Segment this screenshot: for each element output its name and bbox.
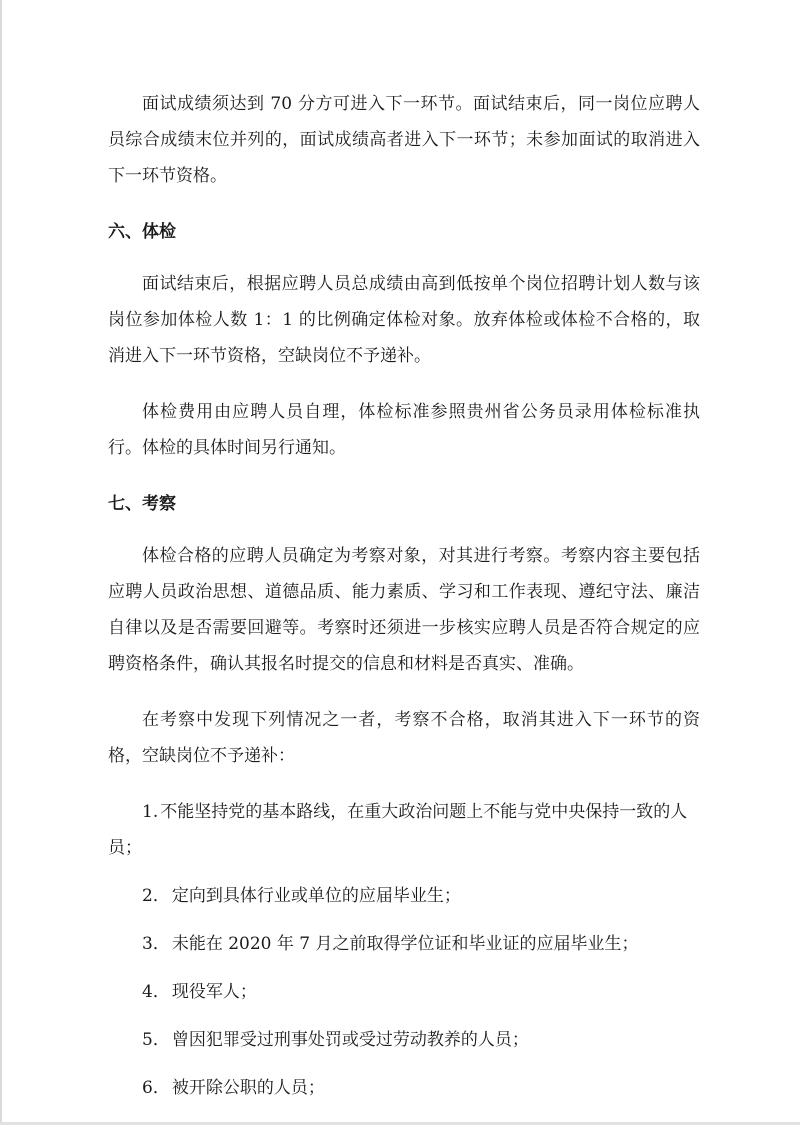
list-item-text: 曾因犯罪受过刑事处罚或受过劳动教养的人员； [171, 1030, 529, 1050]
list-item [108, 878, 700, 914]
list-item-number: 4． [142, 982, 170, 1002]
list-item-number: 5． [142, 1030, 170, 1050]
interview-score-paragraph: 面试成绩须达到 70 分方可进入下一环节。面试结束后，同一岗位应聘人员综合成绩末位并列的，面试成绩高者进入下一环节；未参加面试的取消进入下一环节资格。 [108, 94, 700, 186]
list-item-number: 3． [142, 934, 170, 954]
list-item-text: 被开除公职的人员； [171, 1078, 325, 1098]
list-item [108, 926, 700, 962]
list-item-number: 1. [142, 802, 159, 822]
list-item-text: 不能坚持党的基本路线，在重大政治问题上不能与党中央保持一致的人员； [108, 802, 688, 858]
list-item [108, 974, 700, 1010]
list-item-number: 2． [142, 886, 170, 906]
inspection-paragraph-2: 在考察中发现下列情况之一者，考察不合格，取消其进入下一环节的资格，空缺岗位不予递补： [108, 710, 700, 766]
list-item-text: 现役军人； [171, 982, 257, 1002]
list-item [108, 1070, 700, 1106]
document-body [108, 86, 700, 1118]
physical-exam-paragraph-1: 面试结束后，根据应聘人员总成绩由高到低按单个岗位招聘计划人数与该岗位参加体检人数 1：1 的比例确定体检对象。放弃体检或体检不合格的，取消进入下一环节资格，空缺岗位不予递补。 [108, 274, 700, 366]
list-item [108, 794, 700, 866]
list-item-text: 未能在 2020 年 7 月之前取得学位证和毕业证的应届毕业生； [171, 934, 639, 954]
section-heading-inspection: 七、考察 [108, 494, 176, 514]
page-left-edge [0, 0, 2, 1125]
list-item [108, 1022, 700, 1058]
physical-exam-paragraph-2: 体检费用由应聘人员自理，体检标准参照贵州省公务员录用体检标准执行。体检的具体时间另行通知。 [108, 402, 700, 458]
inspection-paragraph-1: 体检合格的应聘人员确定为考察对象，对其进行考察。考察内容主要包括应聘人员政治思想、道德品质、能力素质、学习和工作表现、遵纪守法、廉洁自律以及是否需要回避等。考察时还须进一步核实应聘人员是否符合规定的应聘资格条件，确认其报名时提交的信息和材料是否真实、准确。 [108, 546, 700, 674]
list-item-number: 6． [142, 1078, 170, 1098]
section-heading-physical-exam: 六、体检 [108, 222, 176, 242]
list-item-text: 定向到具体行业或单位的应届毕业生； [171, 886, 461, 906]
